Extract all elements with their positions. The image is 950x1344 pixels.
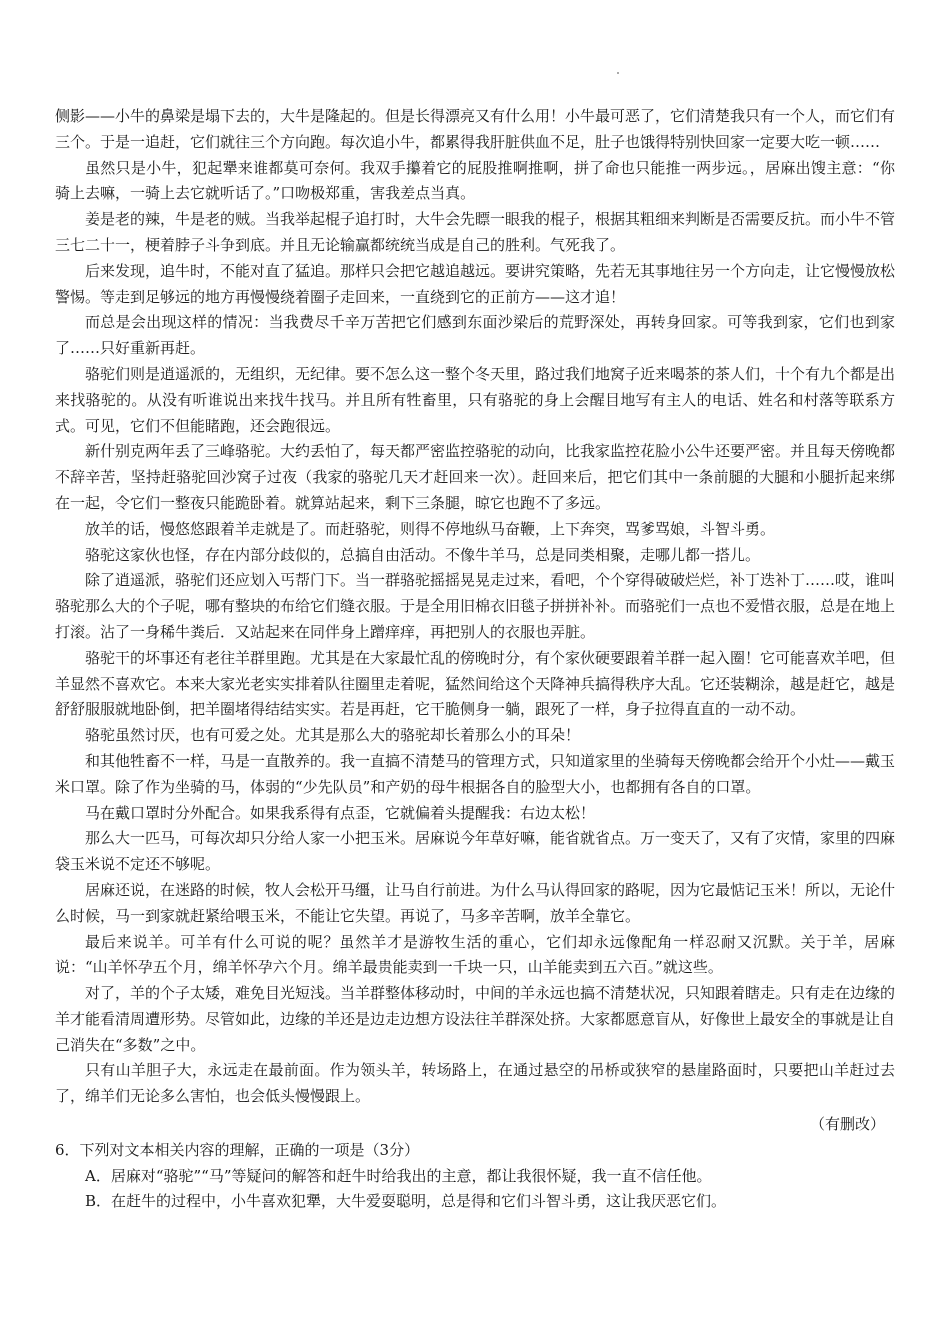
document-page (55, 104, 895, 1215)
source-note: （有删改） (809, 1115, 885, 1134)
paragraph-16: 居麻还说，在迷路的时候，牧人会松开马缰，让马自行前进。为什么马认得回家的路呢，因为它最惦记玉米！所以，无论什么时候，马一到家就赶紧给喂玉米，不能让它失望。再说了，马多辛苦啊，放羊全靠它。 (55, 880, 896, 925)
paragraph-5: 而总是会出现这样的情况：当我费尽千辛万苦把它们感到东面沙梁后的荒野深处，再转身回家。可等我到家，它们也到家了……只好重新再赶。 (55, 313, 895, 358)
paragraph-10: 除了逍遥派，骆驼们还应划入丐帮门下。当一群骆驼摇摇晃晃走过来，看吧，个个穿得破破烂烂，补丁迭补丁……哎，谁叫骆驼那么大的个子呢，哪有整块的布给它们缝衣服。于是全用旧棉衣旧毯子拼拼补补。而骆驼们一点也不爱惜衣服，总是在地上打滚。沾了一身稀牛粪后．又站起来在同伴身上蹭痒痒，再把别人的衣服也弄脏。 (55, 571, 896, 641)
paragraph-17: 最后来说羊。可羊有什么可说的呢？虽然羊才是游牧生活的重心，它们却永远像配角一样忍耐又沉默。关于羊，居麻说：“山羊怀孕五个月，绵羊怀孕六个月。绵羊最贵能卖到一千块一只，山羊能卖到五六百。”就这些。 (55, 932, 895, 977)
paragraph-3: 姜是老的辣，牛是老的贼。当我举起棍子追打时，大牛会先瞟一眼我的棍子，根据其粗细来判断是否需要反抗。而小牛不管三七二十一，梗着脖子斗争到底。并且无论输赢都统统当成是自己的胜利。气死我了。 (55, 210, 896, 254)
paragraph-4: 后来发现，追牛时，不能对直了猛追。那样只会把它越追越远。要讲究策略，先若无其事地往另一个方向走，让它慢慢放松警惕。等走到足够远的地方再慢慢绕着圈子走回来，一直绕到它的正前方——这才追！ (55, 261, 896, 306)
paragraph-18: 对了，羊的个子太矮，难免目光短浅。当羊群整体移动时，中间的羊永远也搞不清楚状况，只知跟着瞎走。只有走在边缘的羊才能看清周遭形势。尽管如此，边缘的羊还是边走边想方设法往羊群深处挤。大家都愿意盲从，好像世上最安全的事就是让自己消失在“多数”之中。 (55, 984, 896, 1054)
scan-dot (617, 72, 619, 74)
question-block (55, 1138, 895, 1215)
paragraph-6: 骆驼们则是逍遥派的，无组织，无纪律。要不怎么这一整个冬天里，路过我们地窝子近来喝茶的茶人们，十个有九个都是出来找骆驼的。从没有听谁说出来找牛找马。并且所有牲畜里，只有骆驼的身上会醒目地写有主人的电话、姓名和村落等联系方式。可见，它们不但能睹跑，还会跑很远。 (55, 364, 896, 435)
paragraph-14: 马在戴口罩时分外配合。如果我系得有点歪，它就偏着头提醒我：右边太松！ (85, 803, 596, 822)
option-b: B．在赶牛的过程中，小牛喜欢犯犟，大牛爱耍聪明，总是得和它们斗智斗勇，这让我厌恶它们。 (85, 1192, 727, 1211)
paragraph-13: 和其他牲畜不一样，马是一直散养的。我一直搞不清楚马的管理方式，只知道家里的坐骑每天傍晚都会给开个小灶——戴玉米口罩。除了作为坐骑的马，体弱的“少先队员”和产奶的母牛根据各自的脸型大小，也都拥有各自的口罩。 (55, 751, 896, 796)
paragraph-9: 骆驼这家伙也怪，存在内部分歧似的，总搞自由活动。不像牛羊马，总是同类相聚，走哪儿都一搭儿。 (85, 545, 761, 564)
paragraph-8: 放羊的话，慢悠悠跟着羊走就是了。而赶骆驼，则得不停地纵马奋鞭，上下奔突，骂爹骂娘，斗智斗勇。 (85, 519, 776, 538)
paragraph-7: 新什别克两年丢了三峰骆驼。大约丢怕了，每天都严密监控骆驼的动向，比我家监控花脸小公牛还要严密。并且每天傍晚都不辞辛苦，坚持赶骆驼回沙窝子过夜（我家的骆驼几天才赶回来一次）。赶回来后，把它们其中一条前腿的大腿和小腿折起来绑在一起，令它们一整夜只能跪卧着。就算站起来，剩下三条腿，晾它也跑不了多远。 (55, 442, 896, 512)
question-stem: 6．下列对文本相关内容的理解，正确的一项是（3分） (55, 1140, 420, 1159)
paragraph-19: 只有山羊胆子大，永远走在最前面。作为领头羊，转场路上，在通过悬空的吊桥或狭窄的悬崖路面时，只要把山羊赶过去了，绵羊们无论多么害怕，也会低头慢慢跟上。 (55, 1061, 895, 1106)
paragraph-2: 虽然只是小牛，犯起犟来谁都莫可奈何。我双手攥着它的屁股推啊推啊，拼了命也只能推一两步远。，居麻出馊主意：“你骑上去嘛，一骑上去它就听话了。”口吻极郑重，害我差点当真。 (55, 158, 895, 203)
paragraph-15: 那么大一匹马，可每次却只分给人家一小把玉米。居麻说今年草好嘛，能省就省点。万一变天了，又有了灾情，家里的四麻袋玉米说不定还不够呢。 (55, 829, 896, 874)
option-a: A．居麻对“骆驼”“马”等疑问的解答和赶牛时给我出的主意，都让我很怀疑，我一直不信任他。 (85, 1166, 712, 1185)
paragraph-12: 骆驼虽然讨厌，也有可爱之处。尤其是那么大的骆驼却长着那么小的耳朵！ (85, 726, 581, 745)
paragraph-1: 侧影——小牛的鼻梁是塌下去的，大牛是隆起的。但是长得漂亮又有什么用！小牛最可恶了，它们清楚我只有一个人，而它们有三个。于是一追赶，它们就往三个方向跑。每次追小牛，都累得我肝脏供血不足，肚子也饿得特别快回家一定要大吃一顿…… (55, 107, 896, 151)
article-body (55, 104, 895, 1110)
paragraph-11: 骆驼干的坏事还有老往羊群里跑。尤其是在大家最忙乱的傍晚时分，有个家伙硬要跟着羊群一起入圈！它可能喜欢羊吧，但羊显然不喜欢它。本来大家光老实实排着队往圈里走着呢，猛然间给这个天降神兵搞得秩序大乱。它还装糊涂，越是赶它，越是舒舒服服就地卧倒，把羊圈堵得结结实实。若是再赶，它干脆侧身一躺，跟死了一样，身子拉得直直的一动不动。 (55, 648, 896, 719)
